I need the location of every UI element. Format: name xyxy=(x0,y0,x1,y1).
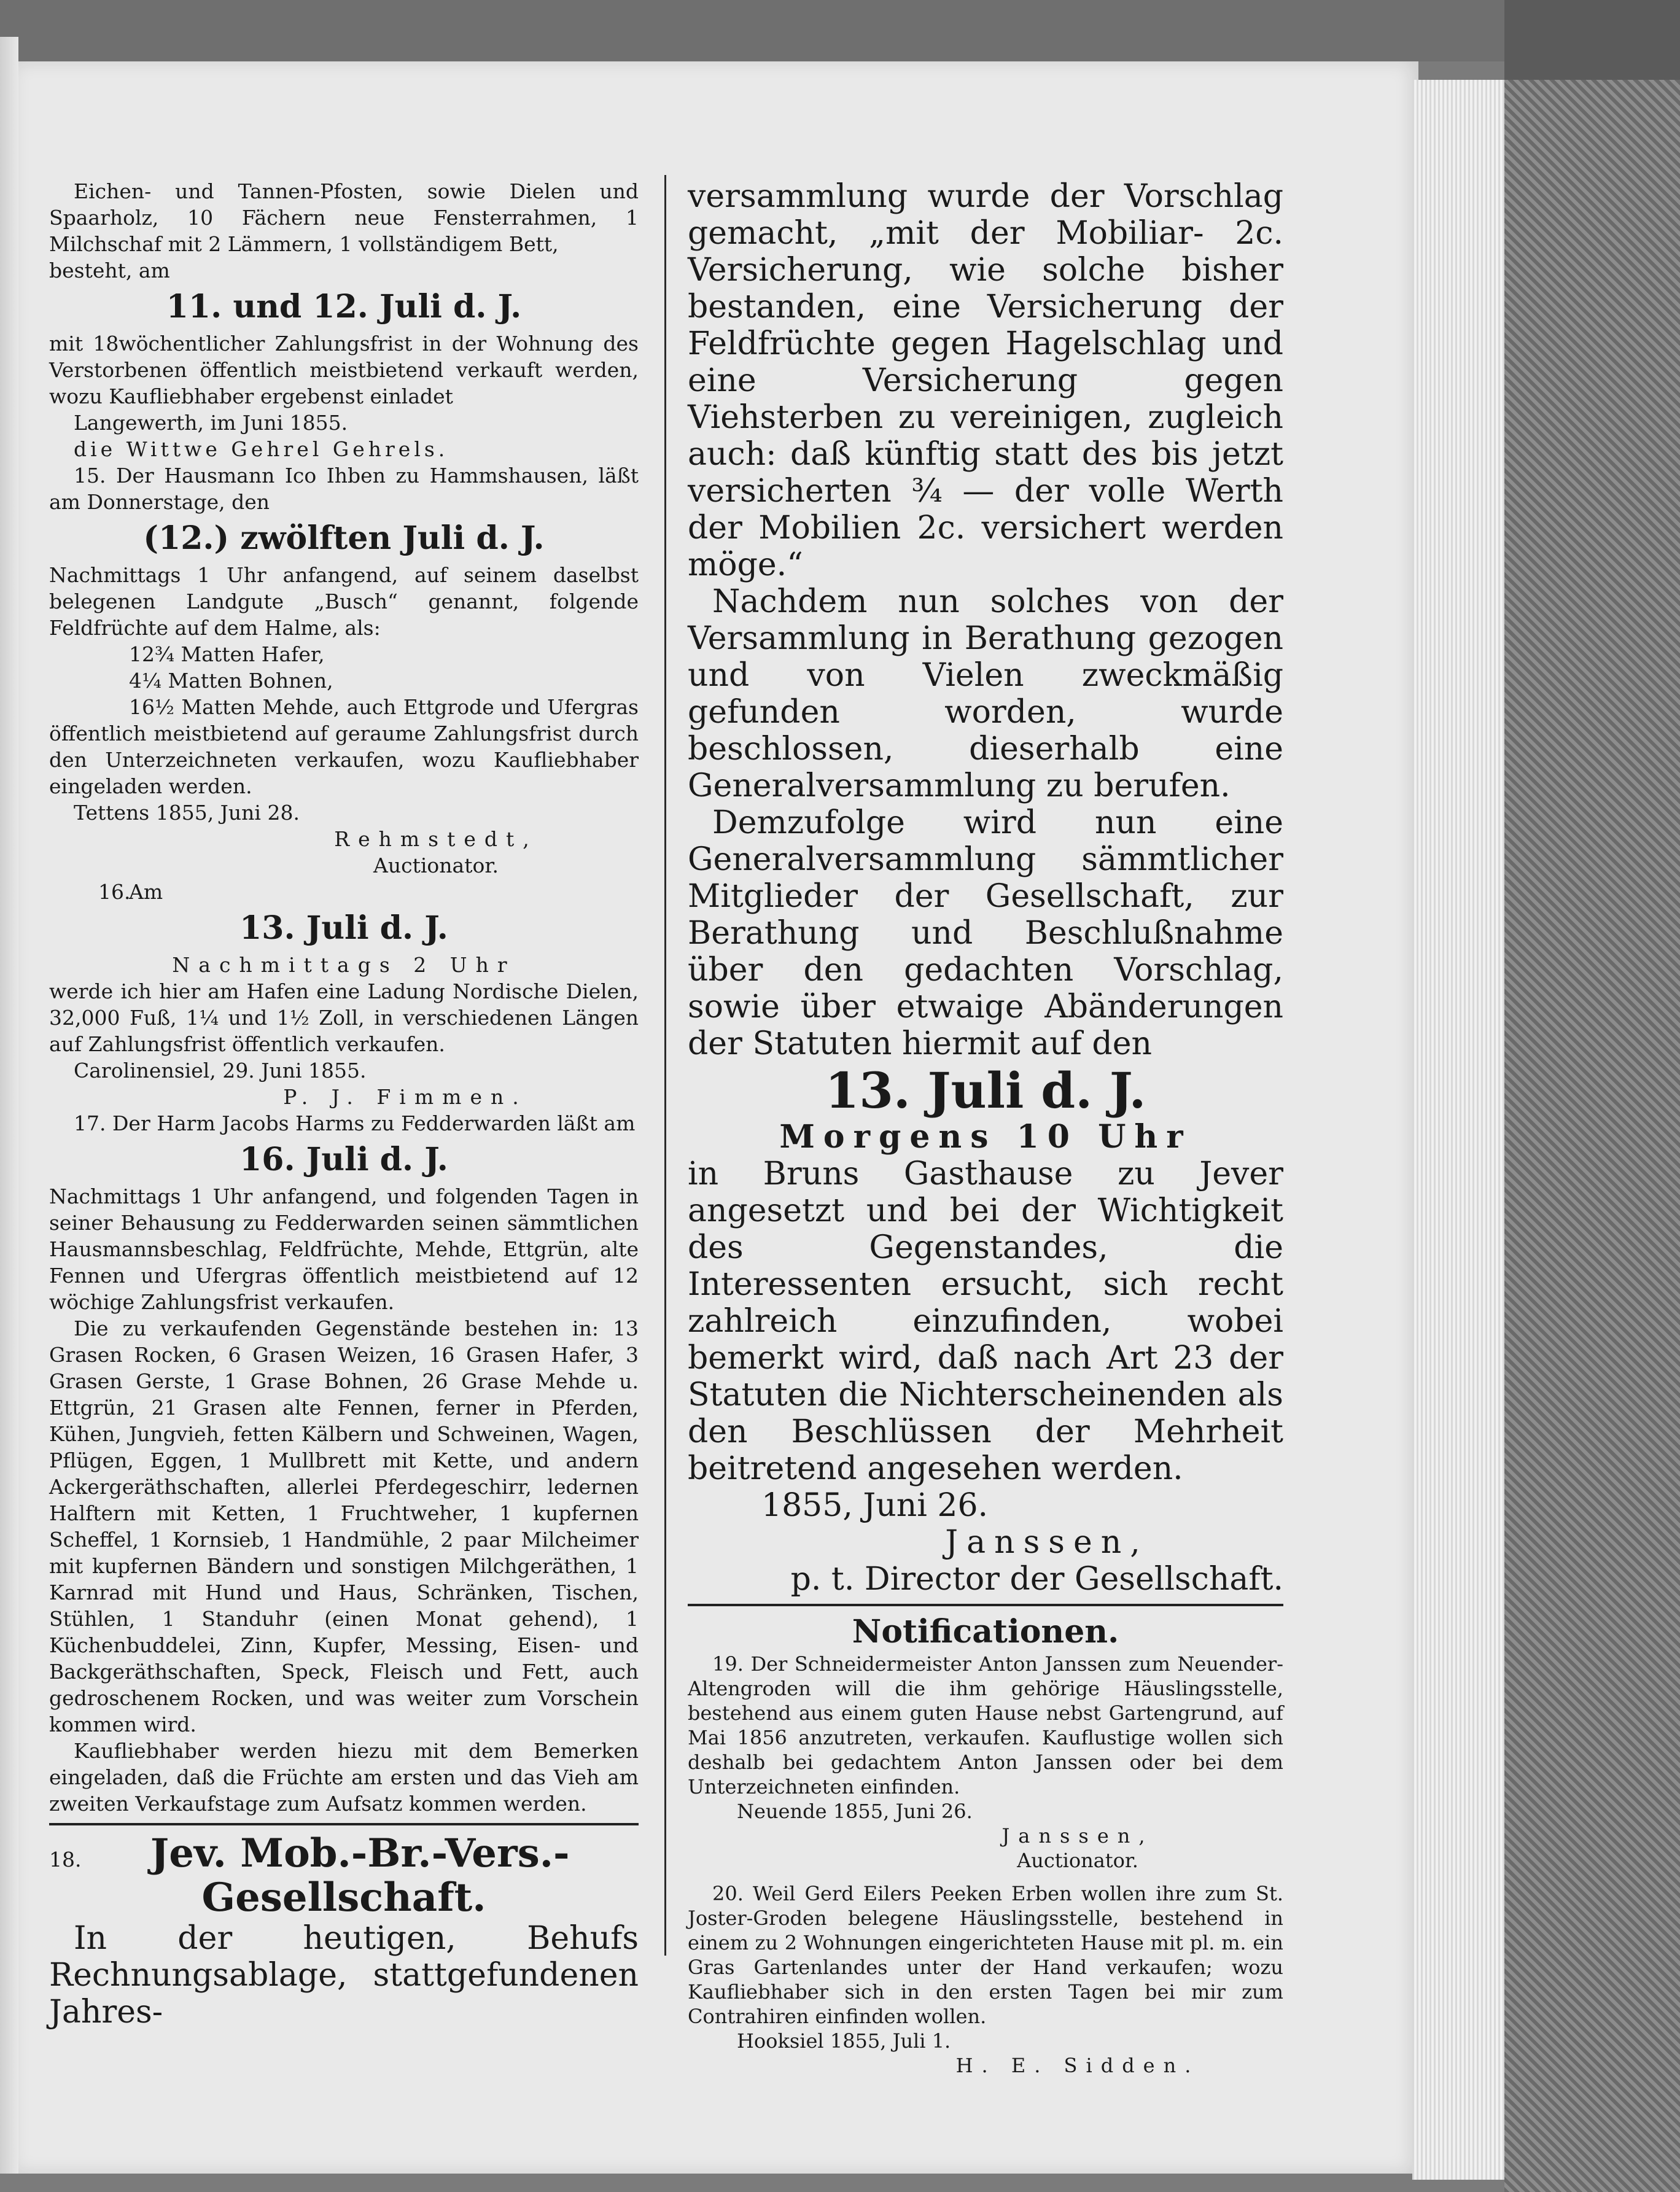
notice-16-time: Nachmittags 2 Uhr xyxy=(172,953,516,977)
page-block-edges xyxy=(1412,80,1511,2180)
notice-15-signature-title: Auctionator. xyxy=(373,853,499,877)
notice-15-place: Tettens 1855, Juni 28. xyxy=(74,801,300,825)
separator xyxy=(688,1604,1283,1606)
left-page-edge xyxy=(0,37,18,2174)
notice-16-lead xyxy=(49,879,639,905)
notification-19-place: Neuende 1855, Juni 26. xyxy=(737,1800,973,1823)
notification-19-signature-title: Auctionator. xyxy=(1017,1849,1138,1872)
notice-15-date: (12.) zwölften Juli d. J. xyxy=(143,519,545,557)
notice-15-item: 4¼ Matten Bohnen, xyxy=(129,669,333,693)
notice-15-item: 12¾ Matten Hafer, xyxy=(129,642,325,666)
notice-14-date: 11. und 12. Juli d. J. xyxy=(166,288,522,325)
notice-18-header xyxy=(49,1832,639,1876)
notice-18-paragraph-3: Demzufolge wird nun eine Generalversammlung sämmtlicher Mitglieder der Gesellschaft, zur Berathung und Beschlußnahme über den gedachten Vorschlag, sowie über etwaige Abänderungen der Statuten hiermit auf den xyxy=(688,804,1283,1062)
notification-19-signature: Janssen, xyxy=(1001,1824,1154,1848)
notice-18-title-1: Jev. Mob.-Br.-Vers.- xyxy=(150,1830,570,1876)
notice-14-lead: besteht, am xyxy=(49,258,170,282)
notice-15-body-2: 16½ Matten Mehde, auch Ettgrode und Ufergras öffentlich meistbietend auf geraume Zahlungsfrist durch den Unterzeichneten verkaufen, wozu Kaufliebhaber eingeladen werden. xyxy=(49,695,639,798)
notice-18-date: 13. Juli d. J. xyxy=(825,1062,1146,1119)
notification-20-place: Hooksiel 1855, Juli 1. xyxy=(737,2029,951,2053)
notice-18-title-2: Gesellschaft. xyxy=(201,1875,486,1921)
notice-14-signature: die Wittwe Gehrel Gehrels. xyxy=(74,437,449,461)
notice-17-body: Nachmittags 1 Uhr anfangend, und folgenden Tagen in seiner Behausung zu Fedderwarden seinen sämmtlichen Hausmannsbeschlag, Feldfrüchte, Mehde, Ettgrün, alte Fennen und Ufergras öffentlich meistbietend auf 12 wöchige Zahlungsfrist verkaufen. xyxy=(49,1184,639,1314)
notice-18-place: 1855, Juni 26. xyxy=(761,1487,989,1524)
notice-18-signature: Janssen, xyxy=(945,1524,1149,1561)
notification-20: 20. Weil Gerd Eilers Peeken Erben wollen ihre zum St. Joster-Groden belegene Häuslingsstelle, bestehend in einem zu 2 Wohnungen eingerichteten Hause mit pl. m. ein Gras Gartenlandes unter der Hand verkaufen; wozu Kaufliebhaber sich in den ersten Tagen bei mir zum Contrahiren einfinden wollen. xyxy=(688,1882,1283,2028)
notice-14-items: Eichen- und Tannen-Pfosten, sowie Dielen und Spaarholz, 10 Fächern neue Fensterrahmen, 1 Milchschaf mit 2 Lämmern, 1 vollständigem Bett, xyxy=(49,179,639,256)
notice-15-lead: 15. Der Hausmann Ico Ihben zu Hammshausen, läßt am Donnerstage, den xyxy=(49,464,639,514)
notice-18-paragraph-2: Nachdem nun solches von der Versammlung in Berathung gezogen und von Vielen zweckmäßig gefunden worden, wurde beschlossen, dieserhalb eine Generalversammlung zu berufen. xyxy=(688,583,1283,804)
notice-18-continuation: versammlung wurde der Vorschlag gemacht, „mit der Mobiliar- 2c. Versicherung, wie solche bisher bestanden, eine Versicherung der Feldfrüchte gegen Hagelschlag und eine Versicherung gegen Viehsterben zu vereinigen, zugleich auch: daß künftig statt des bis jetzt versicherten ¾ — der volle Werth der Mobilien 2c. versichert werden möge.“ xyxy=(688,178,1283,583)
notifications-heading: Notificationen. xyxy=(852,1613,1119,1650)
notice-15-body: Nachmittags 1 Uhr anfangend, auf seinem daselbst belegenen Landgute „Busch“ genannt, folgende Feldfrüchte auf dem Halme, als: xyxy=(49,563,639,640)
notice-15-signature: Rehmstedt, xyxy=(334,827,538,851)
notice-17-closing: Kaufliebhaber werden hiezu mit dem Bemerken eingeladen, daß die Früchte am ersten und das Vieh am zweiten Verkaufstage zum Aufsatz kommen werden. xyxy=(49,1739,639,1816)
top-background xyxy=(0,0,1504,61)
notice-16-signature: P. J. Fimmen. xyxy=(283,1085,527,1109)
right-column xyxy=(688,178,1283,2078)
notice-18-body: In der heutigen, Behufs Rechnungsablage, stattgefundenen Jahres- xyxy=(49,1920,639,2031)
book-cover xyxy=(1504,80,1680,2192)
notice-16-date: 13. Juli d. J. xyxy=(239,909,448,947)
notice-16-body: werde ich hier am Hafen eine Ladung Nordische Dielen, 32,000 Fuß, 1¼ und 1½ Zoll, in verschiedenen Längen auf Zahlungsfrist öffentlich verkaufen. xyxy=(49,979,639,1056)
notice-17-items: Die zu verkaufenden Gegenstände bestehen in: 13 Grasen Rocken, 6 Grasen Weizen, 16 Grasen Hafer, 3 Grasen Gerste, 1 Grase Bohnen, 26 Grase Mehde u. Ettgrün, 21 Grasen alte Fennen, ferner in Pferden, Kühen, Jungvieh, fetten Kälbern und Schweinen, Wagen, Pflügen, Eggen, 1 Mullbrett mit Kette, und andern Ackergeräthschaften, allerlei Pferdegeschirr, ledernen Halftern mit Ketten, 1 Fruchtweher, 1 kupfernen Scheffel, 1 Kornsieb, 1 Handmühle, 2 paar Milcheimer mit kupfernen Bändern und sonstigen Milchgeräthen, 1 Karnrad mit Hund und Haus, Schränken, Tischen, Stühlen, 1 Standuhr (einen Monat gehend), 1 Küchenbuddelei, Zinn, Kupfer, Messing, Eisen- und Backgeräthschaften, Speck, Fleisch und Fett, auch gedroschenem Rocken, und was weiter zum Vorschein kommen wird. xyxy=(49,1316,639,1736)
notice-14-place: Langewerth, im Juni 1855. xyxy=(74,411,348,435)
notice-18-paragraph-4: in Bruns Gasthause zu Jever angesetzt und bei der Wichtigkeit des Gegenstandes, die Interessenten ersucht, sich recht zahlreich einzufinden, wobei bemerkt wird, daß nach Art 23 der Statuten die Nichterscheinenden als den Beschlüssen der Mehrheit beitretend angesehen werden. xyxy=(688,1156,1283,1487)
notice-16-number: 16. xyxy=(98,880,131,904)
notice-14-body: mit 18wöchentlicher Zahlungsfrist in der Wohnung des Verstorbenen öffentlich meistbietend verkauft werden, wozu Kaufliebhaber ergebenst einladet xyxy=(49,332,639,408)
left-column xyxy=(49,178,639,2031)
notice-18-time: Morgens 10 Uhr xyxy=(779,1118,1192,1156)
book-cover-top xyxy=(1504,0,1680,86)
notice-17-lead: 17. Der Harm Jacobs Harms zu Fedderwarden läßt am xyxy=(74,1111,636,1135)
notification-20-signature: H. E. Sidden. xyxy=(955,2054,1200,2077)
notice-17-date: 16. Juli d. J. xyxy=(239,1141,448,1178)
notice-18-signature-title: p. t. Director der Gesellschaft. xyxy=(790,1561,1283,1598)
notice-16-place: Carolinensiel, 29. Juni 1855. xyxy=(74,1059,367,1082)
separator xyxy=(49,1823,639,1825)
notification-19: 19. Der Schneidermeister Anton Janssen zum Neuender-Altengroden will die ihm gehörige Häuslingsstelle, bestehend aus einem guten Hause nebst Gartengrund, auf Mai 1856 anzutreten, verkaufen. Kauflustige wollen sich deshalb bei gedachtem Anton Janssen oder bei dem Unterzeichneten einfinden. xyxy=(688,1652,1283,1798)
notice-16-lead-text: Am xyxy=(129,880,163,904)
notice-18-number: 18. xyxy=(49,1848,82,1871)
notification-list xyxy=(688,1652,1283,2078)
column-divider xyxy=(664,175,666,1956)
